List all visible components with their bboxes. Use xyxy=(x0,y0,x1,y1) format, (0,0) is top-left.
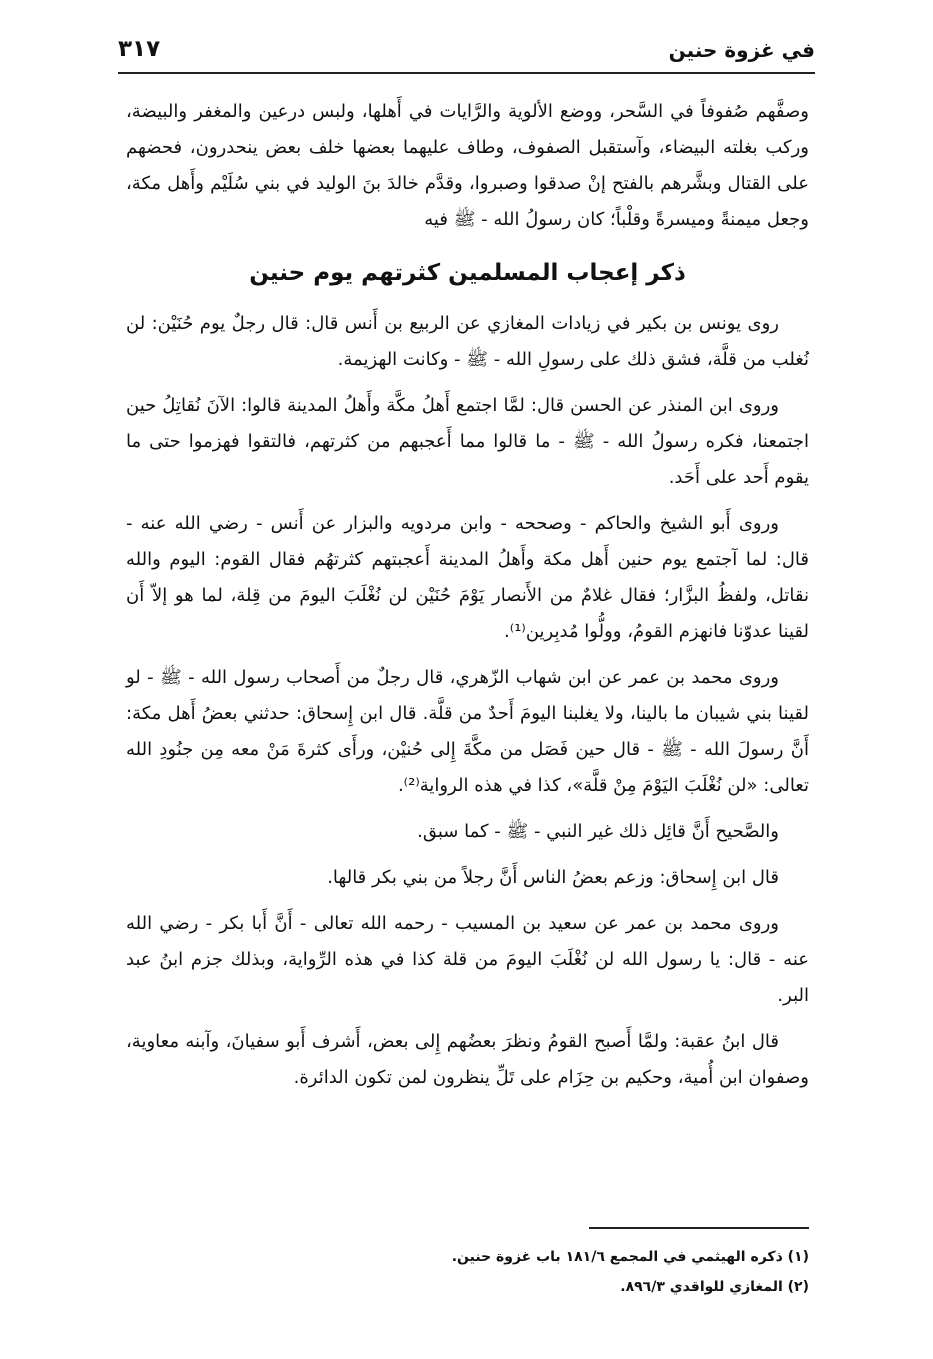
paragraph: قال ابن إِسحاق: وزعم بعضُ الناس أَنَّ رجلاً من بني بكر قالها. xyxy=(327,867,779,888)
footnote: (١) ذكره الهيثمي في المجمع ١٨١/٦ باب غزوة حنين. xyxy=(451,1249,809,1265)
body-text xyxy=(126,94,809,1106)
page-number: ٣١٧ xyxy=(118,36,161,62)
section-heading: ذكر إعجاب المسلمين كثرتهم يوم حنين xyxy=(249,260,686,286)
paragraph: وروى ابن المنذر عن الحسن قال: لمَّا اجتمع أَهلُ مكَّة وأَهلُ المدينة قالوا: الآنَ نُقاتِلُ حين اجتمعنا، فكره رسولُ الله - ﷺ - ما قالوا مما أَعجبهم من كثرتهم، فالتقوا فهزموا حتى ما يقوم أَحد على أَحَد. xyxy=(126,395,809,488)
footnote: (٢) المغازي للواقدي ٨٩٦/٣. xyxy=(620,1279,809,1295)
footnote-separator xyxy=(589,1227,809,1229)
paragraph: وروى أَبو الشيخ والحاكم - وصححه - وابن مردويه والبزار عن أَنس - رضي الله عنه - قال: لما آجتمع يوم حنين أَهل مكة وأَهلُ المدينة أَعجبتهم كثرتهُم فقال القوم: اليوم والله نقاتل، ولفظُ البزَّار؛ فقال غلامٌ من الأَنصار يَوْمَ حُنَيْن لن نُغْلَبَ اليومَ من قِلة، لما هو إلاّ أَن لقينا عدوّنا فانهزم القومُ، وولُّوا مُدبِرين⁽¹⁾. xyxy=(126,513,809,642)
page-header xyxy=(118,34,815,74)
paragraph: قال ابنُ عقبة: ولمَّا أَصبح القومُ ونظرَ بعضُهم إِلى بعض، أَشرف أَبو سفيانَ، وآبنه معاوية، وصفوان ابن أُمية، وحكيم بن حِزَام على تَلِّ ينظرون لمن تكون الدائرة. xyxy=(126,1031,809,1088)
paragraph: وروى محمد بن عمر عن سعيد بن المسيب - رحمه الله تعالى - أَنَّ أَبا بكر - رضي الله عنه - قال: يا رسول الله لن نُغْلَبَ اليومَ من قلة كذا في هذه الرِّواية، وبذلك جزم ابنُ عبد البر. xyxy=(126,913,809,1006)
running-title: في غزوة حنين xyxy=(668,38,815,62)
paragraph: والصَّحيح أَنَّ قائِل ذلك غير النبي - ﷺ - كما سبق. xyxy=(417,821,779,842)
intro-paragraph: وصفَّهم صُفوفاً في السَّحر، ووضع الألوية والرَّايات في أَهلها، ولبس درعين والمغفر والبيضة، وركب بغلته البيضاء، وآستقبل الصفوف، وطاف عليهما بعضها خلف بعض ينحدرون، فحضهم على القتال وبشَّرهم بالفتح إنْ صدقوا وصبروا، وقدَّم خالدَ بنَ الوليد في بني سُلَيْم وأَهل مكة، وجعل ميمنةً وميسرةً وقلْباً؛ كان رسولُ الله - ﷺ فيه xyxy=(126,101,809,230)
paragraph: وروى محمد بن عمر عن ابن شهاب الزّهري، قال رجلٌ من أَصحاب رسول الله - ﷺ - لو لقينا بني شيبان ما بالينا، ولا يغلبنا اليومَ أَحدٌ من قلَّة. قال ابن إِسحاق: حدثني بعضُ أَهل مكة: أَنَّ رسولَ الله - ﷺ - قال حين فَصَل من مكَّةَ إِلى حُنيْن، ورأَى كثرةَ مَنْ معه مِن جنُودِ الله تعالى: «لن نُغْلَبَ اليَوْمَ مِنْ قلَّة»، كذا في هذه الرواية⁽²⁾. xyxy=(126,667,809,796)
footnotes xyxy=(126,1242,809,1302)
paragraph: روى يونس بن بكير في زيادات المغازي عن الربيع بن أَنس قال: قال رجلٌ يوم حُنَيْن: لن نُغلب من قلَّة، فشق ذلك على رسولِ الله - ﷺ - وكانت الهزيمة. xyxy=(126,313,809,370)
